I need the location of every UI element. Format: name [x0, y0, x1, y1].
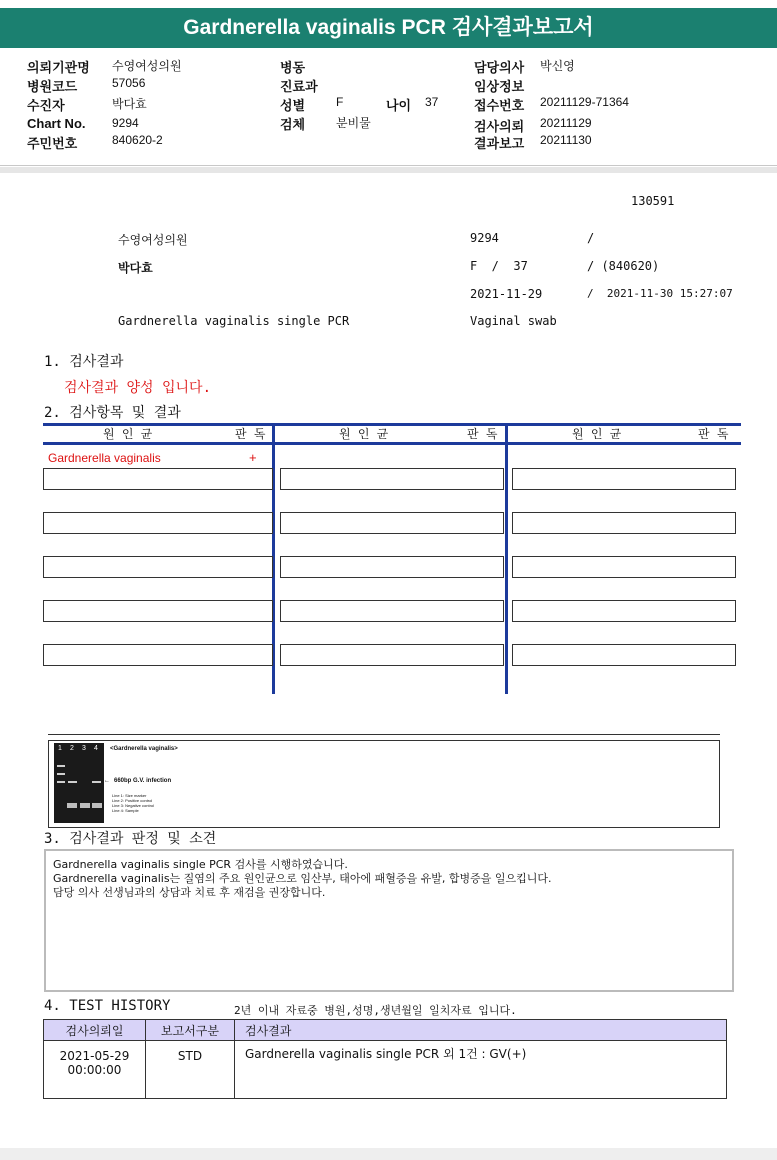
sub-patient-name: 박다효: [118, 261, 153, 275]
gel-legend-item: Line 4: Sample: [112, 808, 139, 813]
sub-receipt-date: 2021-11-29: [470, 287, 543, 301]
positive-result-text: 검사결과 양성 입니다.: [64, 380, 212, 396]
gel-band: [67, 803, 77, 808]
header-band: [0, 167, 777, 173]
value-hospital-code: 57056: [112, 76, 146, 90]
label-age: 나이: [386, 98, 412, 113]
label-request-date: 검사의뢰: [474, 119, 525, 134]
gel-band: [57, 765, 65, 767]
value-receipt-no: 20211129-71364: [540, 95, 629, 109]
organism-result: +: [249, 450, 257, 465]
history-row: [44, 1041, 727, 1099]
value-request-date: 20211129: [540, 116, 592, 130]
table-divider-2: [505, 423, 508, 694]
gel-legend-item: Line 1: Size marker: [112, 793, 147, 798]
findings-line: Gardnerella vaginalis는 질염의 주요 원인균으로 임산부, 태아에 패혈증을 유발, 합병증을 일으킵니다.: [53, 872, 552, 885]
history-result: Gardnerella vaginalis single PCR 외 1건 : GV(+): [235, 1041, 727, 1099]
col-reading-header: 판 독: [467, 427, 498, 441]
label-chart-no: Chart No.: [27, 116, 86, 131]
sub-report-datetime: / 2021-11-30 15:27:07: [587, 287, 733, 300]
findings-box: [44, 849, 734, 992]
label-ward: 병동: [280, 60, 306, 75]
result-cell: [512, 468, 736, 490]
history-col-type: 보고서구분: [146, 1020, 235, 1041]
report-code: 130591: [631, 194, 675, 208]
result-cell: [43, 468, 273, 490]
value-patient: 박다효: [112, 97, 147, 111]
label-patient: 수진자: [27, 98, 65, 113]
label-hospital: 의뢰기관명: [27, 60, 90, 75]
gel-legend-item: Line 3: Negative control: [112, 803, 155, 808]
label-receipt-no: 접수번호: [474, 98, 525, 113]
gel-legend-item: Line 2: Positive control: [112, 798, 153, 803]
header-divider: [0, 165, 777, 166]
result-cell: [280, 468, 504, 490]
gel-band-label: 660bp G.V. infection: [114, 778, 172, 784]
gel-band: [92, 803, 102, 808]
sub-chart-no: 9294: [470, 231, 499, 245]
report-title: Gardnerella vaginalis PCR 검사결과보고서: [0, 8, 777, 48]
history-date: 2021-05-29: [59, 1049, 130, 1063]
value-age: 37: [425, 95, 439, 109]
table-top-border: [43, 423, 741, 426]
sub-hospital: 수영여성의원: [118, 233, 188, 247]
section4-heading: 4. TEST HISTORY: [44, 998, 171, 1014]
result-cell: [512, 556, 736, 578]
sub-test-name: Gardnerella vaginalis single PCR: [118, 314, 350, 328]
label-clinical-info: 임상정보: [474, 79, 525, 94]
gel-legend: [112, 793, 154, 813]
value-report-date: 20211130: [540, 133, 592, 147]
section2-heading: 2. 검사항목 및 결과: [44, 405, 181, 421]
gel-band: [57, 781, 65, 783]
value-hospital: 수영여성의원: [112, 59, 182, 73]
gel-title: <Gardnerella vaginalis>: [110, 746, 178, 752]
result-cell: [43, 512, 273, 534]
header-info: [0, 50, 777, 166]
organism-name: Gardnerella vaginalis: [48, 451, 161, 465]
result-cell: [43, 644, 273, 666]
gel-panel-top-line: [48, 734, 720, 735]
findings-line: Gardnerella vaginalis single PCR 검사를 시행하였습니다.: [53, 858, 348, 871]
section1-heading: 1. 검사결과: [44, 354, 124, 370]
gel-band: [92, 781, 101, 783]
label-doctor: 담당의사: [474, 60, 525, 75]
result-cell: [512, 600, 736, 622]
table-divider-1: [272, 423, 275, 694]
label-report-date: 결과보고: [474, 136, 525, 151]
history-type: STD: [146, 1041, 235, 1099]
gel-lane-number: 3: [82, 745, 86, 752]
label-hospital-code: 병원코드: [27, 79, 78, 94]
sub-slash: /: [587, 231, 595, 245]
history-note: 2년 이내 자료중 병원,성명,생년월일 일치자료 입니다.: [234, 1004, 517, 1017]
col-organism-header: 원 인 균: [103, 427, 153, 441]
result-cell: [280, 512, 504, 534]
result-cell: [280, 556, 504, 578]
value-sex: F: [336, 95, 344, 109]
findings-line: 담당 의사 선생님과의 상담과 치료 후 재검을 권장합니다.: [53, 886, 326, 899]
result-cell: [280, 600, 504, 622]
value-doctor: 박신영: [540, 59, 575, 73]
col-organism-header: 원 인 균: [339, 427, 389, 441]
page-bottom-band: [0, 1148, 777, 1160]
result-cell: [512, 644, 736, 666]
result-cell: [280, 644, 504, 666]
sub-birth: / (840620): [587, 259, 660, 273]
table-header-border: [43, 442, 741, 445]
value-specimen: 분비물: [336, 116, 371, 130]
gel-electrophoresis-image: [54, 743, 104, 823]
sub-sex-age: F / 37: [470, 259, 528, 273]
history-col-date: 검사의뢰일: [44, 1020, 146, 1041]
findings-text: [53, 858, 728, 900]
section3-heading: 3. 검사결과 판정 및 소견: [44, 831, 217, 847]
gel-lane-number: 2: [70, 745, 74, 752]
result-cell: [43, 556, 273, 578]
gel-arrow-icon: ←: [104, 778, 110, 784]
gel-lane-number: 1: [58, 745, 62, 752]
value-resident-no: 840620-2: [112, 133, 163, 147]
label-resident-no: 주민번호: [27, 136, 78, 151]
label-department: 진료과: [280, 79, 318, 94]
sub-specimen: Vaginal swab: [470, 314, 557, 328]
history-date-cell: [44, 1041, 146, 1099]
label-specimen: 검체: [280, 117, 306, 132]
gel-band: [80, 803, 90, 808]
gel-lane-number: 4: [94, 745, 98, 752]
history-time: 00:00:00: [67, 1063, 122, 1077]
gel-band: [57, 773, 65, 775]
col-reading-header: 판 독: [235, 427, 266, 441]
result-cell: [43, 600, 273, 622]
value-chart-no: 9294: [112, 116, 139, 130]
history-header-row: [44, 1020, 727, 1041]
history-col-result: 검사결과: [235, 1020, 727, 1041]
gel-band: [68, 781, 77, 783]
label-sex: 성별: [280, 98, 306, 113]
col-organism-header: 원 인 균: [572, 427, 622, 441]
history-table: [43, 1019, 727, 1099]
gel-panel: [48, 740, 720, 828]
col-reading-header: 판 독: [698, 427, 729, 441]
result-cell: [512, 512, 736, 534]
